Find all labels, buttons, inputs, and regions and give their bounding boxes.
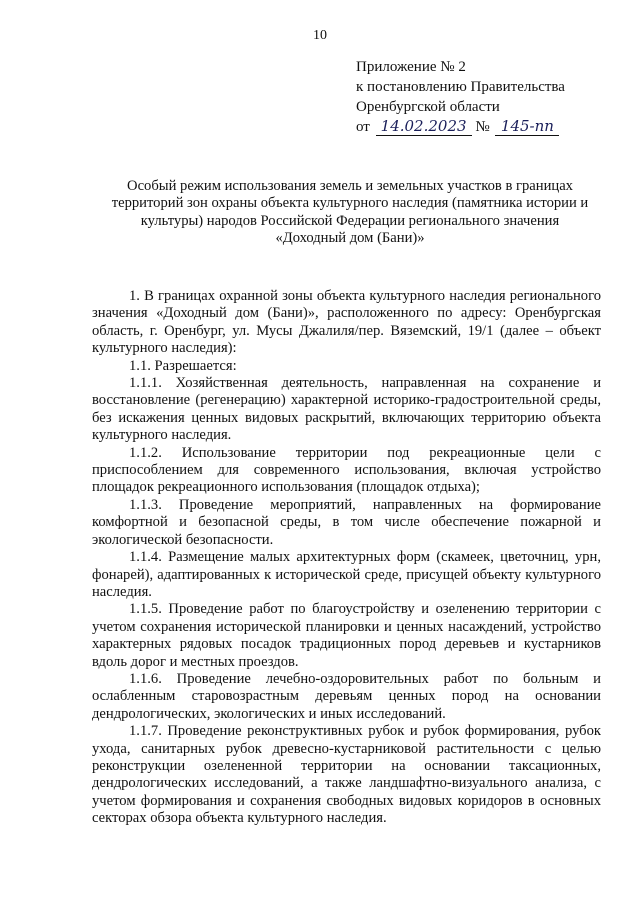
handwritten-number: 145-пп [495,117,559,136]
document-title [92,178,608,248]
paragraph-1-1-2: 1.1.2. Использование территории под рекреационные цели с приспособлением для современного использования, включая устройство площадок рекреационного использования (площадок отдыха); [92,444,601,496]
page-number: 10 [313,28,327,43]
paragraph-1-1-1: 1.1.1. Хозяйственная деятельность, направленная на сохранение и восстановление (регенерацию) характерной историко-градостроительной среды, без искажения ценных видовых раскрытий, включающих территорию объекта культурного наследия. [92,375,601,444]
title-line: «Доходный дом (Бани)» [275,230,425,247]
appendix-region: Оренбургской области [356,99,500,115]
paragraph-1-1-4: 1.1.4. Размещение малых архитектурных форм (скамеек, цветочниц, урн, фонарей), адаптированных к исторической среде, присущей объекту культурного наследия. [92,549,601,600]
paragraph-1-1-6: 1.1.6. Проведение лечебно-оздоровительных работ по больным и ослабленным старовозрастным деревьям ценных пород на основании дендрологических, экологических и иных исследований. [92,670,601,722]
title-line: Особый режим использования земель и земельных участков в границах [127,178,573,194]
appendix-title: Приложение № 2 [356,59,466,75]
handwritten-date: 14.02.2023 [376,117,472,136]
title-line: территорий зон охраны объекта культурного наследия (памятника истории и [111,195,589,212]
appendix-header [356,57,565,137]
paragraph-1-1-5: 1.1.5. Проведение работ по благоустройству и озеленению территории с учетом сохранения исторической планировки и ценных насаждений, устройство характерных рядовых посадок традиционных пород деревьев и кустарников вдоль дорог и местных проездов. [92,601,601,670]
paragraph-1-1: 1.1. Разрешается: [129,357,237,374]
appendix-resolution: к постановлению Правительства [356,79,565,95]
appendix-date-line [356,117,565,137]
paragraph-1-1-7: 1.1.7. Проведение реконструктивных рубок и рубок формирования, рубок ухода, санитарных рубок древесно-кустарниковой растительности с целью реконструкции озелененной территории на основании таксационных, дендрологических исследований, а также ландшафтно-визуального анализа, с учетом формирования и сохранения свободных видовых коридоров в основных секторах обзора объекта культурного наследия. [92,723,601,827]
title-line: культуры) народов Российской Федерации регионального значения [140,212,560,229]
document-body [92,288,601,828]
number-prefix: № [475,119,490,135]
paragraph-1-1-3: 1.1.3. Проведение мероприятий, направленных на формирование комфортной и безопасной среды, в том числе обеспечение пожарной и экологической безопасности. [92,496,601,548]
date-prefix: от [356,119,370,135]
paragraph-1: 1. В границах охранной зоны объекта культурного наследия регионального значения «Доходный дом (Бани)», расположенного по адресу: Оренбургская область, г. Оренбург, ул. Мусы Джалиля/пер. Вяземский, 19/1 (далее – объект культурного наследия): [92,288,601,357]
